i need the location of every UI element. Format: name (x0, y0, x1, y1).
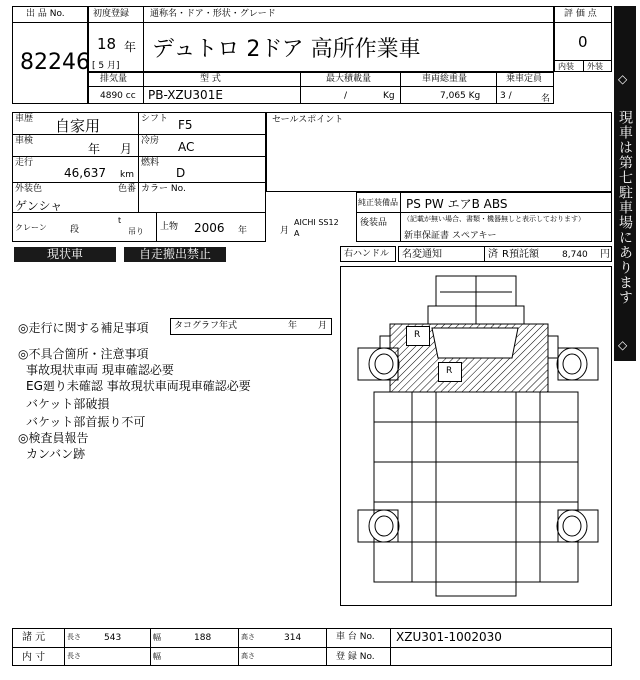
lot-label: 出 品 No. (26, 9, 65, 19)
after-parts-label: 後装品 (360, 218, 388, 228)
repair-mark: R (414, 330, 421, 340)
mileage-value: 46,637 (64, 166, 106, 180)
shift-value: F5 (178, 118, 193, 132)
upper-year: 2006 (194, 221, 225, 235)
front-left-wheel (369, 348, 399, 380)
crane-label: クレーン (15, 223, 47, 232)
gross-weight-value: 7,065 Kg (440, 91, 481, 101)
chassis-label: 車 台 No. (336, 632, 375, 642)
repair-mark: R (446, 366, 453, 376)
shift-label: シフト (141, 114, 169, 124)
tacho-year-unit: 年 (288, 321, 298, 331)
r-deposit-unit: 円 (600, 249, 610, 260)
reg-year-unit: 年 (124, 40, 137, 54)
mileage-label: 走行 (15, 158, 34, 168)
ac-label: 冷房 (141, 136, 160, 146)
r-deposit-value: 8,740 (562, 250, 588, 260)
crane-lift: 吊り (128, 227, 144, 236)
height-label: 高さ (241, 633, 255, 641)
after-parts-note: （記載が無い場合、書類・機器無しと表示しております） (403, 215, 585, 223)
in-width-label: 幅 (153, 652, 161, 661)
side-banner-top: ◇ (618, 72, 628, 86)
in-length-label: 長さ (67, 652, 81, 660)
car-name: デュトロ 2ドア 高所作業車 (152, 37, 421, 62)
capacity-value: 3 / (500, 91, 512, 101)
upper-month-unit: 月 (280, 226, 290, 236)
upper-maker-1: AICHI SS12 (294, 218, 339, 227)
exterior-score-label: 外装 (587, 62, 603, 71)
tacho-label: タコグラフ年式 (174, 321, 238, 331)
ext-color-value: ゲンシャ (15, 199, 63, 213)
defects-header: ◎不具合箇所・注意事項 (18, 347, 149, 361)
width-value: 188 (194, 633, 212, 643)
interior-dim-label: 内 寸 (22, 652, 46, 663)
running-header: ◎走行に関する補足事項 (18, 321, 149, 335)
inspector-header: ◎検査員報告 (18, 431, 89, 445)
selling-points-label: セールスポイント (272, 115, 344, 125)
reg-month: [ 5 月] (92, 61, 120, 71)
upper-maker-2: A (294, 229, 300, 238)
width-label: 幅 (153, 633, 161, 642)
history-value: 自家用 (55, 117, 101, 135)
name-change-label: 名変通知 (402, 249, 442, 260)
length-value: 543 (104, 633, 122, 643)
inspection-month-unit: 月 (120, 142, 133, 156)
tacho-month-unit: 月 (318, 321, 328, 331)
defect-line: バケット部破損 (26, 397, 110, 411)
truck-diagram (340, 266, 612, 606)
model-value: PB-XZU301E (148, 88, 223, 102)
crane-stage: 段 (70, 225, 80, 235)
score-value: 0 (578, 33, 588, 51)
color-no-label: 色番 (118, 184, 137, 194)
bed-outline (374, 392, 578, 582)
max-load-slash: / (344, 91, 348, 101)
capacity-label: 乗車定員 (506, 74, 543, 84)
lot-number: 82246 (20, 50, 90, 75)
dimensions-label: 諸 元 (22, 632, 46, 643)
defect-line: 事故現状車両 現車確認必要 (26, 363, 174, 377)
reg-year: 18 (97, 35, 117, 53)
reg-no-label: 登 録 No. (336, 652, 375, 662)
chassis-value: XZU301-1002030 (396, 630, 502, 644)
first-reg-label: 初度登録 (93, 9, 130, 19)
ac-value: AC (178, 140, 195, 154)
defect-line: EG廻り未確認 事故現状車両現車確認必要 (26, 379, 251, 393)
interior-score-label: 内装 (558, 62, 574, 71)
displacement-label: 排気量 (100, 74, 128, 84)
side-banner-text: 現車は第七駐車場にあります (617, 110, 633, 305)
r-deposit-prefix: 済 (488, 249, 498, 260)
inspector-line: カンバン跡 (26, 447, 86, 461)
in-height-label: 高さ (241, 652, 255, 660)
current-car-badge: 現状車 (14, 247, 116, 262)
inspection-label: 車検 (15, 136, 34, 146)
model-label: 型 式 (200, 74, 221, 84)
color-label: カラー No. (141, 184, 186, 194)
inspection-year-unit: 年 (88, 142, 101, 156)
fuel-label: 燃料 (141, 158, 160, 168)
history-label: 車歴 (15, 114, 34, 124)
defect-line: バケット部首振り不可 (26, 415, 146, 429)
windshield (432, 328, 518, 358)
self-drive-prohibited-badge: 自走搬出禁止 (124, 247, 226, 262)
rear-bumper (436, 582, 516, 596)
info-grid (12, 112, 266, 242)
gross-weight-label: 車両総重量 (422, 74, 468, 84)
after-parts-value: 新車保証書 スペアキー (404, 231, 497, 241)
front-right-wheel (557, 348, 587, 380)
upper-label: 上物 (160, 222, 179, 232)
mileage-unit: km (120, 170, 134, 180)
rear-right-wheel (557, 510, 587, 542)
equipment-label: 純正装備品 (358, 198, 398, 207)
max-load-unit: Kg (383, 91, 395, 101)
name-header: 通称名・ドア・形状・グレード (150, 9, 276, 19)
r-deposit-label: R預託額 (502, 249, 539, 260)
side-banner-bottom: ◇ (618, 338, 628, 352)
crane-ton: t (118, 216, 122, 225)
right-hand-label: 右ハンドル (344, 249, 390, 259)
max-load-label: 最大積載量 (326, 74, 372, 84)
upper-year-unit: 年 (238, 226, 248, 236)
right-mirror (548, 336, 558, 358)
capacity-unit: 名 (541, 94, 551, 104)
fuel-value: D (176, 166, 186, 180)
equipment-value: PS PW エアB ABS (406, 197, 508, 211)
height-value: 314 (284, 633, 302, 643)
displacement-value: 4890 cc (100, 91, 136, 101)
rear-left-wheel (369, 510, 399, 542)
ext-color-label: 外装色 (15, 184, 43, 194)
length-label: 長さ (67, 633, 81, 641)
score-label: 評 価 点 (564, 9, 597, 19)
